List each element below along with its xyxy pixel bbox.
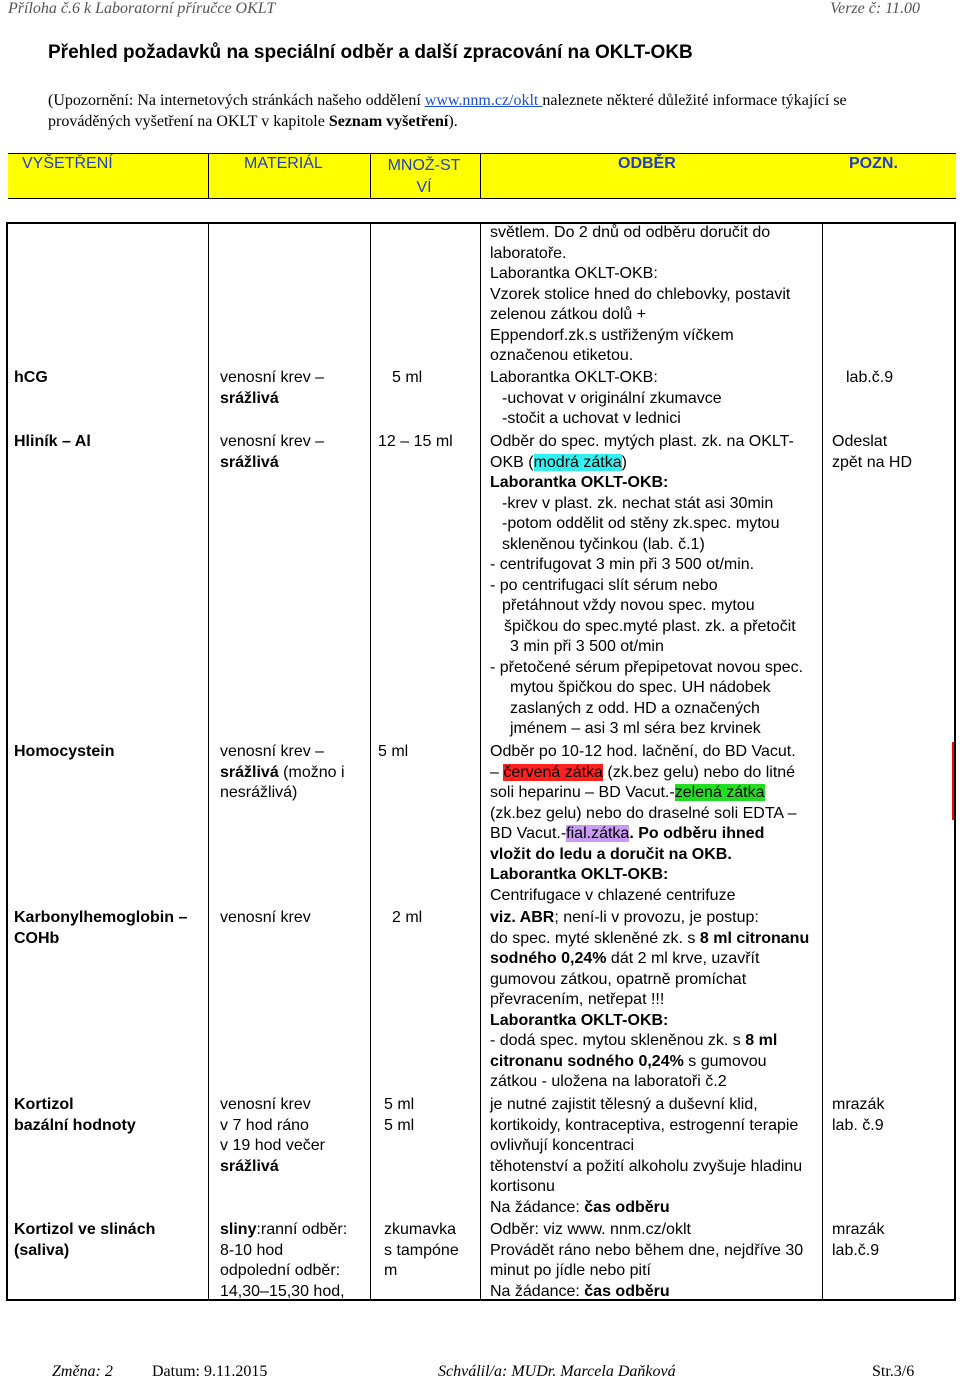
row-saliva-amount	[384, 1220, 459, 1282]
row-cohb-name	[14, 908, 187, 949]
odber-line: minut po jídle nebo pití	[490, 1262, 651, 1279]
row-hlinik-name: Hliník – Al	[14, 433, 91, 450]
website-link[interactable]: www.nnm.cz/oklt	[424, 92, 543, 109]
blue-cap-highlight: modrá zátka	[533, 453, 622, 471]
odber-line	[490, 824, 797, 845]
col-mnozstvi-label: MNOŽ-STVÍ	[387, 157, 461, 196]
text-span: - dodá spec. mytou skleněnou zk. s	[490, 1032, 746, 1049]
name-line: Kortizol ve slinách	[14, 1221, 156, 1238]
odber-line: - po centrifugaci slít sérum nebo	[490, 576, 718, 594]
row-hcg-name: hCG	[14, 369, 48, 386]
notice-end: ).	[448, 113, 458, 130]
col-pozn: POZN.	[849, 155, 898, 172]
notice-text-1: Na internetových stránkách našeho oddělení	[133, 92, 425, 109]
purple-cap-highlight: fial.zátka	[566, 825, 630, 842]
odber-line: mytou špičkou do spec. UH nádobek	[510, 679, 771, 696]
name-line: bazální hodnoty	[14, 1116, 136, 1134]
row-hcg-note: lab.č.9	[846, 369, 894, 386]
cont-line: laboratoře.	[490, 244, 567, 262]
material-line: srážlivá	[220, 389, 279, 407]
material-line: 14,30–15,30 hod,	[220, 1282, 345, 1300]
text-span: viz. ABR	[490, 909, 555, 926]
col-mnozstvi	[384, 155, 470, 199]
cont-line: zelenou zátkou dolů +	[490, 306, 647, 323]
note-line: zpět na HD	[832, 453, 913, 471]
header-divider	[208, 153, 209, 199]
odber-line: Laborantka OKLT-OKB:	[490, 866, 669, 883]
note-line: lab. č.9	[832, 1116, 884, 1134]
header-divider	[370, 153, 371, 199]
text-span: OKB (	[490, 453, 534, 471]
text-span: sliny	[220, 1221, 257, 1238]
col-vysetreni: VYŠETŘENÍ	[22, 155, 113, 172]
odber-line: 3 min při 3 500 ot/min	[510, 638, 664, 655]
cont-line: Vzorek stolice hned do chlebovky, postavit	[490, 285, 791, 303]
notice-paragraph	[48, 90, 928, 132]
table-divider	[208, 222, 209, 1301]
text-span: srážlivá	[220, 763, 279, 781]
row-hcg-odber	[490, 368, 722, 430]
odber-line: špičkou do spec.myté plast. zk. a přetočit	[504, 617, 796, 635]
text-span: (zk.bez gelu) nebo do litné	[602, 763, 796, 781]
odber-line: - přetočené sérum přepipetovat novou spec.	[490, 658, 804, 676]
text-span: 8 ml citronanu	[699, 929, 810, 947]
odber-line: je nutné zajistit tělesný a duševní klid,	[490, 1096, 758, 1113]
text-span: )	[621, 453, 627, 471]
notice-text-2: naleznete některé důležité informace týkající se prováděných vyšetření na OKLT v kapitole	[48, 92, 847, 130]
red-margin-mark	[952, 742, 954, 820]
odber-line: těhotenství a požití alkoholu zvyšuje hladinu	[490, 1157, 803, 1175]
header-left: Příloha č.6 k Laboratorní příručce OKLT	[8, 0, 276, 17]
header-divider	[480, 153, 481, 199]
amount-line: m	[384, 1262, 398, 1279]
cont-line: Eppendorf.zk.s ustřiženým víčkem	[490, 326, 734, 344]
row-kortizol-amount	[384, 1095, 414, 1136]
odber-line: Laborantka OKLT-OKB:	[490, 1011, 669, 1029]
odber-line	[490, 1282, 803, 1303]
text-span: čas odběru	[584, 1198, 670, 1216]
text-span: :ranní odběr:	[256, 1221, 348, 1238]
footer-page: Str.3/6	[872, 1363, 915, 1380]
cont-line: Laborantka OKLT-OKB:	[490, 265, 658, 282]
text-span: soli heparinu – BD Vacut.-	[490, 784, 675, 801]
row-homocystein-name: Homocystein	[14, 743, 115, 760]
notice-prefix: (Upozornění:	[48, 92, 134, 109]
odber-line: zátkou - uložena na laboratoři č.2	[490, 1073, 727, 1090]
material-line: v 7 hod ráno	[220, 1116, 309, 1134]
row-kortizol-note	[832, 1095, 884, 1136]
row-homocystein-odber	[490, 742, 797, 906]
row-cohb-material: venosní krev	[220, 909, 311, 926]
odber-line: převracením, netřepat !!!	[490, 991, 665, 1008]
text-span: . Po odběru ihned	[629, 825, 765, 842]
material-line	[220, 763, 345, 784]
text-span: BD Vacut.-	[490, 825, 567, 842]
text-span: s gumovou	[683, 1052, 767, 1070]
odber-line: Centrifugace v chlazené centrifuze	[490, 886, 736, 904]
odber-line: Laborantka OKLT-OKB:	[490, 369, 658, 386]
cont-line: světlem. Do 2 dnů od odběru doručit do	[490, 224, 771, 241]
note-line: mrazák	[832, 1221, 885, 1238]
odber-line: vložit do ledu a doručit na OKB.	[490, 845, 732, 863]
text-span: 8 ml	[745, 1032, 778, 1049]
odber-line: Provádět ráno nebo během dne, nejdříve 30	[490, 1241, 804, 1259]
row-saliva-name	[14, 1220, 155, 1261]
odber-line: -uchovat v originální zkumavce	[502, 389, 722, 407]
odber-line: -stočit a uchovat v lednici	[502, 410, 681, 427]
material-line: venosní krev –	[220, 743, 325, 760]
odber-line	[490, 1052, 809, 1073]
material-line: venosní krev –	[220, 433, 325, 450]
row-homocystein-material	[220, 742, 345, 804]
note-line: mrazák	[832, 1096, 885, 1113]
text-span: ; není-li v provozu, je postup:	[554, 909, 759, 926]
odber-line	[490, 908, 809, 929]
row-cohb-odber	[490, 908, 809, 1093]
odber-line: -potom oddělit od stěny zk.spec. mytou	[502, 515, 780, 532]
material-line: nesrážlivá)	[220, 784, 298, 801]
col-odber: ODBĚR	[618, 155, 676, 172]
footer-approved: Schválil/a: MUDr. Marcela Daňková	[438, 1363, 676, 1380]
page-header	[0, 0, 960, 22]
material-line: v 19 hod večer	[220, 1137, 325, 1154]
odber-line: - centrifugovat 3 min při 3 500 ot/min.	[490, 556, 755, 573]
odber-line: jménem – asi 3 ml séra bez krvinek	[510, 720, 761, 737]
amount-line: 5 ml	[384, 1096, 415, 1113]
odber-line: skleněnou tyčinkou (lab. č.1)	[502, 535, 705, 553]
note-line: lab.č.9	[832, 1241, 880, 1259]
text-span: dát 2 ml krve, uzavřít	[606, 950, 760, 967]
row-saliva-odber	[490, 1220, 803, 1302]
col-material: MATERIÁL	[244, 155, 323, 172]
text-span: –	[490, 763, 504, 781]
row-hcg-amount: 5 ml	[392, 369, 423, 386]
text-span: (možno i	[278, 763, 345, 781]
odber-line: -krev v plast. zk. nechat stát asi 30min	[502, 494, 774, 512]
page-title: Přehled požadavků na speciální odběr a další zpracování na OKLT-OKB	[48, 42, 693, 63]
name-line: (saliva)	[14, 1241, 70, 1259]
green-cap-highlight: zelená zátka	[674, 784, 765, 801]
requirements-table	[6, 222, 956, 1301]
odber-line: Odběr do spec. mytých plast. zk. na OKLT-	[490, 433, 794, 450]
amount-line: 5 ml	[384, 1116, 415, 1134]
odber-line: kortikoidy, kontraceptiva, estrogenní terapie	[490, 1116, 799, 1134]
odber-line: Laborantka OKLT-OKB:	[490, 474, 669, 491]
material-line: srážlivá	[220, 1157, 279, 1175]
name-line: Kortizol	[14, 1096, 74, 1113]
material-line	[220, 1220, 347, 1241]
amount-line: s tampóne	[384, 1241, 459, 1259]
odber-line: Odběr: viz www. nnm.cz/oklt	[490, 1221, 691, 1238]
odber-line: kortisonu	[490, 1178, 555, 1195]
table-divider	[370, 222, 371, 1301]
column-header-bar	[8, 153, 956, 199]
row-hcg-material	[220, 368, 324, 409]
text-span: citronanu sodného 0,24%	[490, 1052, 684, 1070]
cont-line: označenou etiketou.	[490, 347, 634, 364]
row-kortizol-name	[14, 1095, 136, 1136]
row-hlinik-material	[220, 432, 324, 473]
odber-line: (zk.bez gelu) nebo do draselné soli EDTA –	[490, 804, 797, 822]
material-line: venosní krev	[220, 1096, 311, 1113]
odber-line: gumovou zátkou, opatrně promíchat	[490, 970, 747, 988]
odber-line: zaslaných z odd. HD a označených	[510, 699, 760, 717]
row-hlinik-odber	[490, 432, 803, 740]
odber-line: ovlivňují koncentraci	[490, 1137, 635, 1154]
footer-change: Změna: 2	[52, 1363, 113, 1380]
odber-line	[490, 763, 797, 784]
text-span: Na žádance:	[490, 1198, 585, 1216]
amount-line: zkumavka	[384, 1221, 457, 1238]
row-hlinik-note	[832, 432, 912, 473]
odber-line	[490, 453, 803, 474]
material-line: srážlivá	[220, 453, 279, 471]
material-line: venosní krev –	[220, 369, 325, 386]
table-divider	[822, 222, 823, 1301]
header-right: Verze č: 11.00	[830, 0, 920, 17]
material-line: odpolední odběr:	[220, 1262, 341, 1279]
row-homocystein-amount: 5 ml	[378, 743, 409, 760]
footer-date: Datum: 9.11.2015	[152, 1363, 268, 1380]
text-span: do spec. myté skleněné zk. s	[490, 929, 700, 947]
material-line: 8-10 hod	[220, 1241, 284, 1259]
row-kortizol-material	[220, 1095, 325, 1177]
row-cohb-amount: 2 ml	[392, 909, 423, 926]
odber-line	[490, 1031, 809, 1052]
text-span: čas odběru	[584, 1282, 670, 1300]
continuation-block	[490, 223, 790, 367]
odber-line	[490, 929, 809, 950]
notice-bold: Seznam vyšetření	[328, 113, 449, 130]
table-divider	[480, 222, 481, 1301]
red-cap-highlight: červená zátka	[503, 763, 603, 781]
odber-line: Odběr po 10-12 hod. lačnění, do BD Vacut.	[490, 743, 796, 760]
text-span: sodného 0,24%	[490, 950, 607, 967]
row-saliva-material	[220, 1220, 347, 1302]
row-saliva-note	[832, 1220, 884, 1261]
note-line: Odeslat	[832, 433, 888, 450]
odber-line: přetáhnout vždy novou spec. mytou	[502, 597, 755, 614]
odber-line	[490, 949, 809, 970]
row-kortizol-odber	[490, 1095, 802, 1218]
odber-line	[490, 1198, 802, 1219]
name-line: COHb	[14, 929, 60, 947]
text-span: Na žádance:	[490, 1282, 585, 1300]
name-line: Karbonylhemoglobin –	[14, 909, 188, 926]
row-hlinik-amount: 12 – 15 ml	[378, 433, 453, 450]
odber-line	[490, 783, 797, 804]
